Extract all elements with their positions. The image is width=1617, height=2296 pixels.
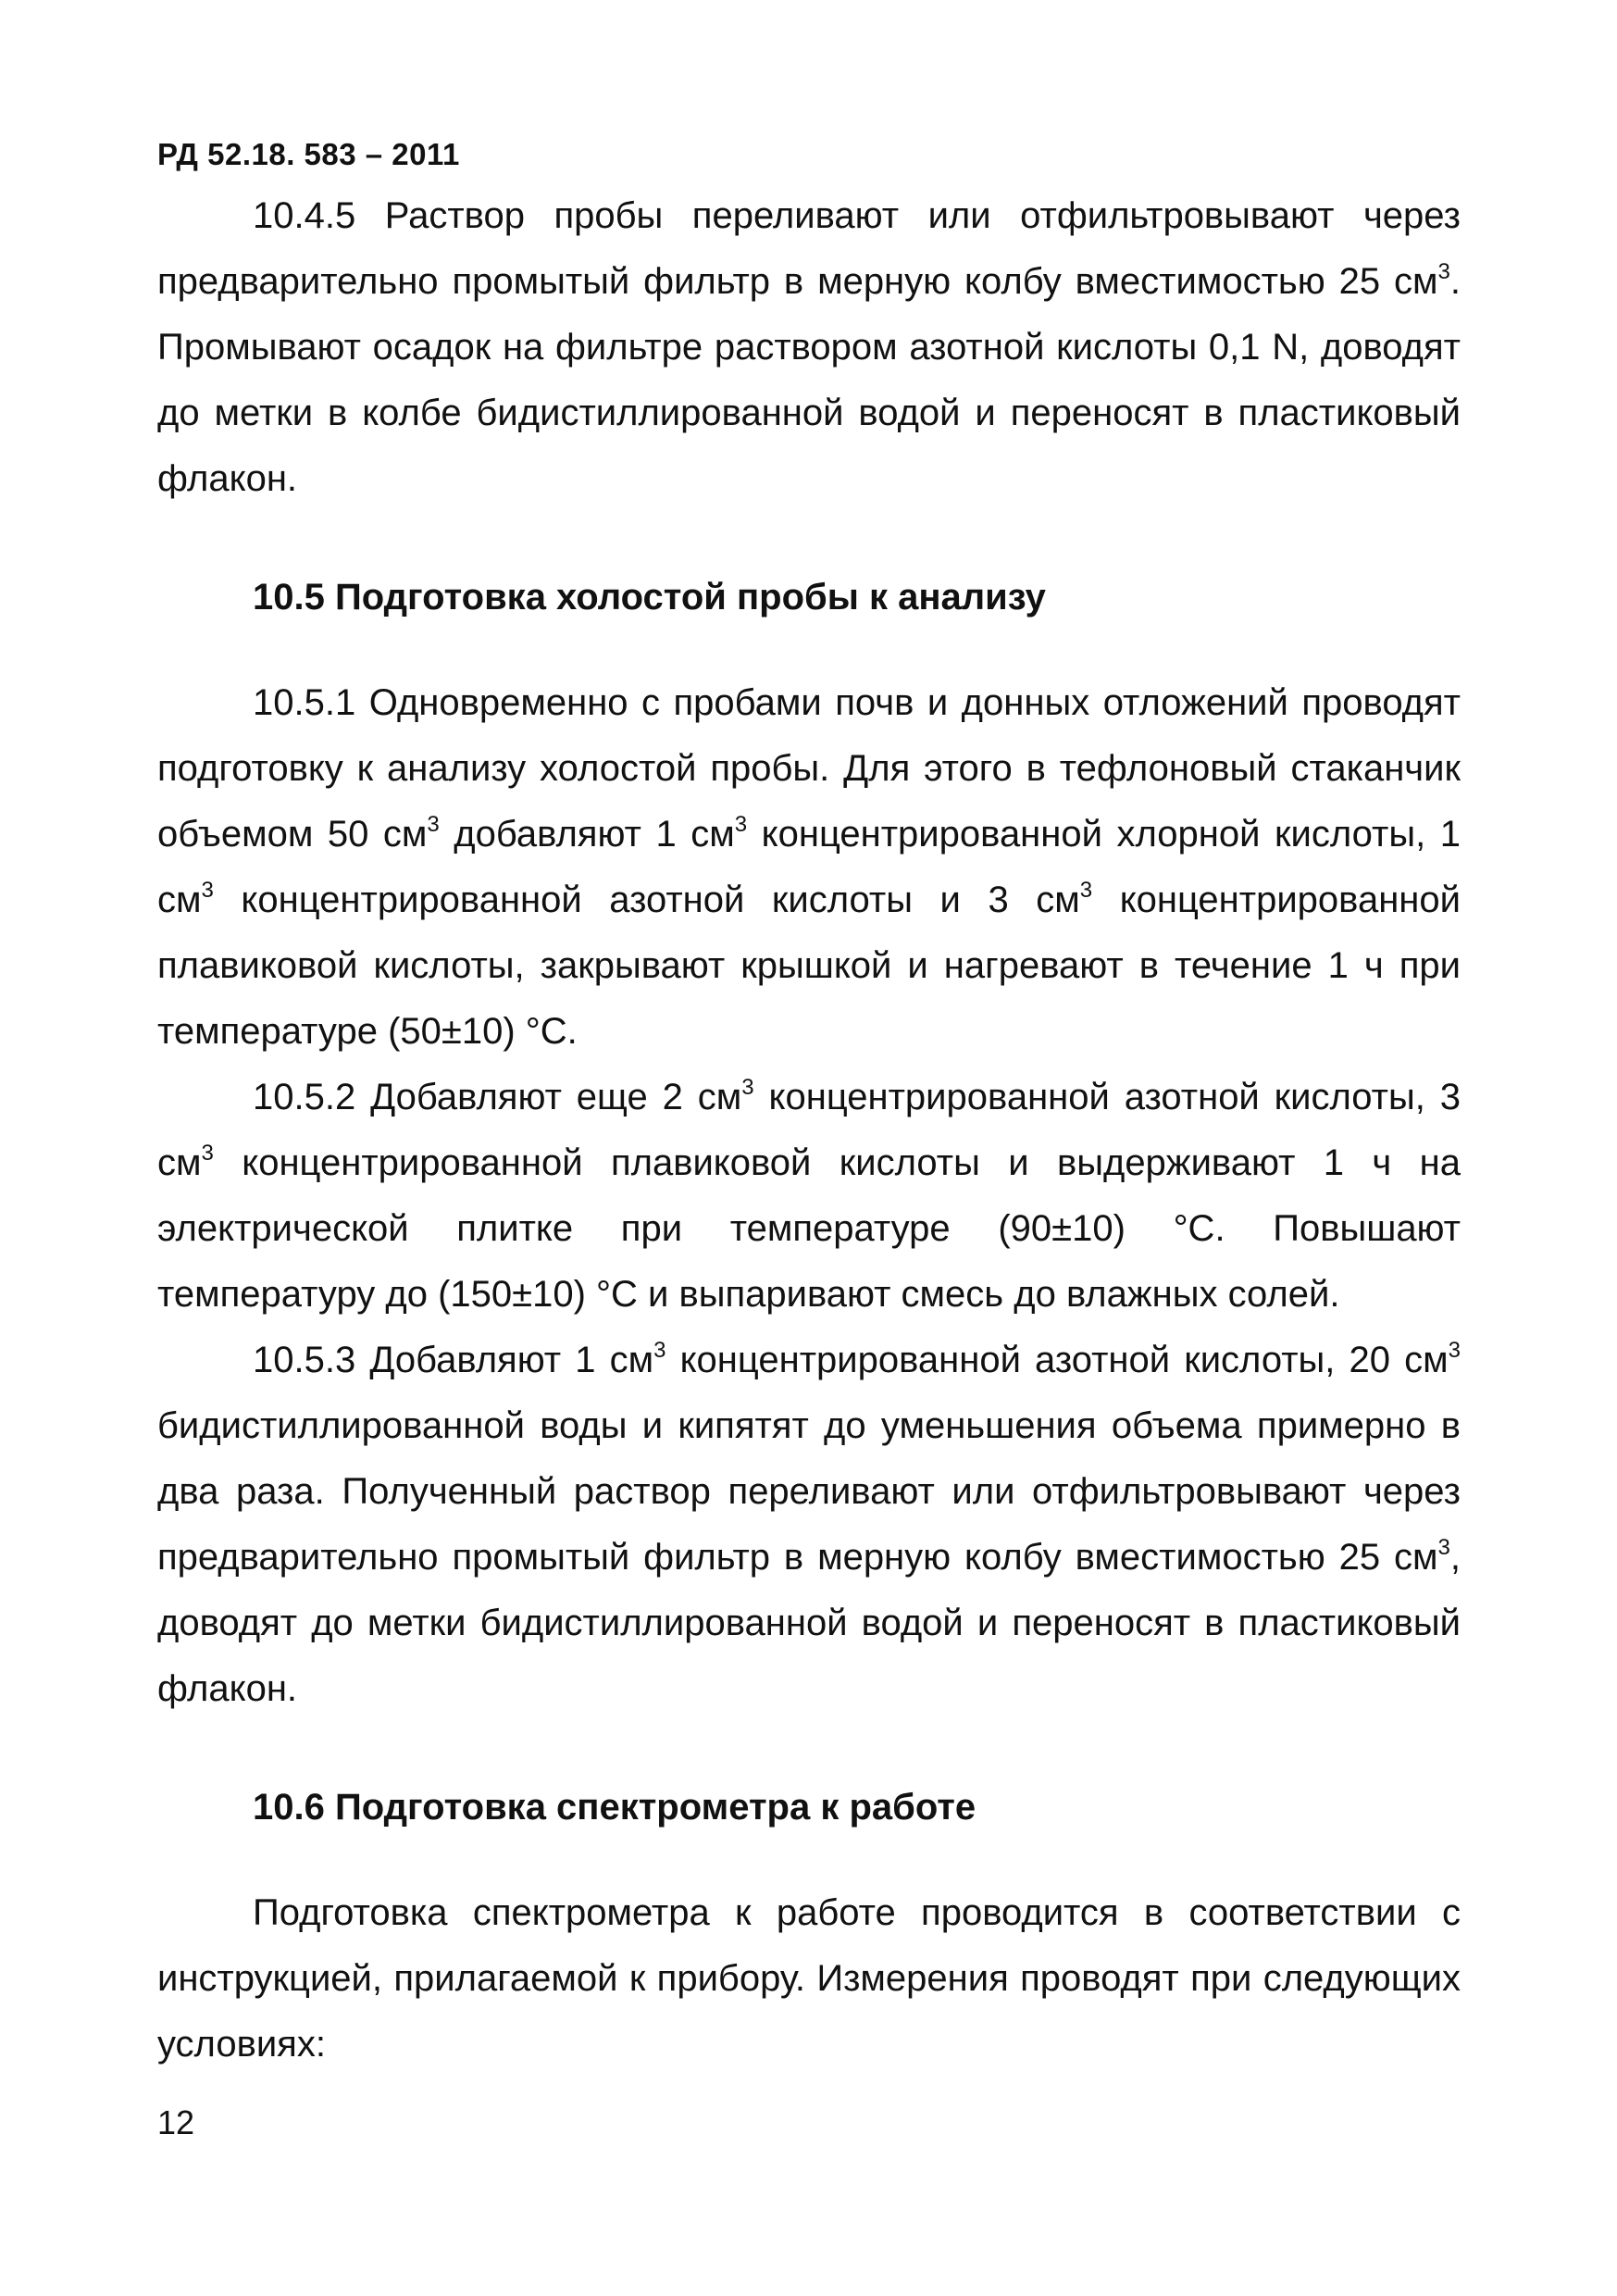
paragraph-10-6-text: Подготовка спектрометра к работе проводится в соответствии с инструкцией, прилагаемой к прибору. Измерения проводят при следующих условиях:	[157, 1892, 1461, 2065]
section-heading-10-5: 10.5 Подготовка холостой пробы к анализу	[253, 577, 1046, 618]
superscript-cubed: 3	[653, 1338, 666, 1363]
paragraph-10-4-5-text: 10.4.5 Раствор пробы переливают или отфильтровывают через предварительно промытый фильтр в мерную колбу вместимостью 25 $см^3$. Промывают осадок на фильтре раствором азотной кислоты 0,1 N, доводят до метки в колбе бидистиллированной водой и переносят в пластиковый флакон.	[157, 195, 1461, 499]
superscript-cubed: 3	[1437, 259, 1450, 284]
superscript-cubed: 3	[1079, 878, 1093, 903]
superscript-cubed: 3	[201, 878, 214, 903]
document-code-header: РД 52.18. 583 – 2011	[157, 137, 460, 171]
superscript-cubed: 3	[734, 812, 748, 837]
paragraph-10-5-1-text: 10.5.1 Одновременно с пробами почв и донных отложений проводят подготовку к анализу холостой пробы. Для этого в тефлоновый стаканчик объемом 50 $см^3$ добавляют 1 $см^3$ концентрированной хлорной кислоты, 1 $см^3$ концентрированной азотной кислоты и 3 $см^3$ концентрированной плавиковой кислоты, закрывают крышкой и нагревают в течение 1 ч при температуре (50±10) °С.	[157, 682, 1461, 1052]
superscript-cubed: 3	[427, 812, 440, 837]
superscript-cubed: 3	[1437, 1535, 1450, 1560]
paragraph-10-5-3-text: 10.5.3 Добавляют 1 $см^3$ концентрированной азотной кислоты, 20 $см^3$ бидистиллированной воды и кипятят до уменьшения объема примерно в два раза. Полученный раствор переливают или отфильтровывают через предварительно промытый фильтр в мерную колбу вместимостью 25 $см^3$, доводят до метки бидистиллированной водой и переносят в пластиковый флакон.	[157, 1338, 1461, 1709]
section-heading-10-6: 10.6 Подготовка спектрометра к работе	[253, 1787, 976, 1828]
paragraph-10-5-3	[157, 1328, 1461, 1722]
paragraph-10-5-2-text: 10.5.2 Добавляют еще 2 $см^3$ концентрированной азотной кислоты, 3 $см^3$ концентрированной плавиковой кислоты и выдерживают 1 ч на электрической плитке при температуре (90±10) °С. Повышают температуру до (150±10) °С и выпаривают смесь до влажных солей.	[157, 1075, 1461, 1315]
paragraph-10-6	[157, 1880, 1461, 2078]
superscript-cubed: 3	[741, 1075, 754, 1100]
paragraph-10-5-1	[157, 670, 1461, 1065]
paragraph-10-4-5	[157, 183, 1461, 512]
superscript-cubed: 3	[201, 1141, 214, 1166]
paragraph-10-5-2	[157, 1065, 1461, 1328]
page-number: 12	[157, 2103, 195, 2141]
superscript-cubed: 3	[1448, 1338, 1461, 1363]
